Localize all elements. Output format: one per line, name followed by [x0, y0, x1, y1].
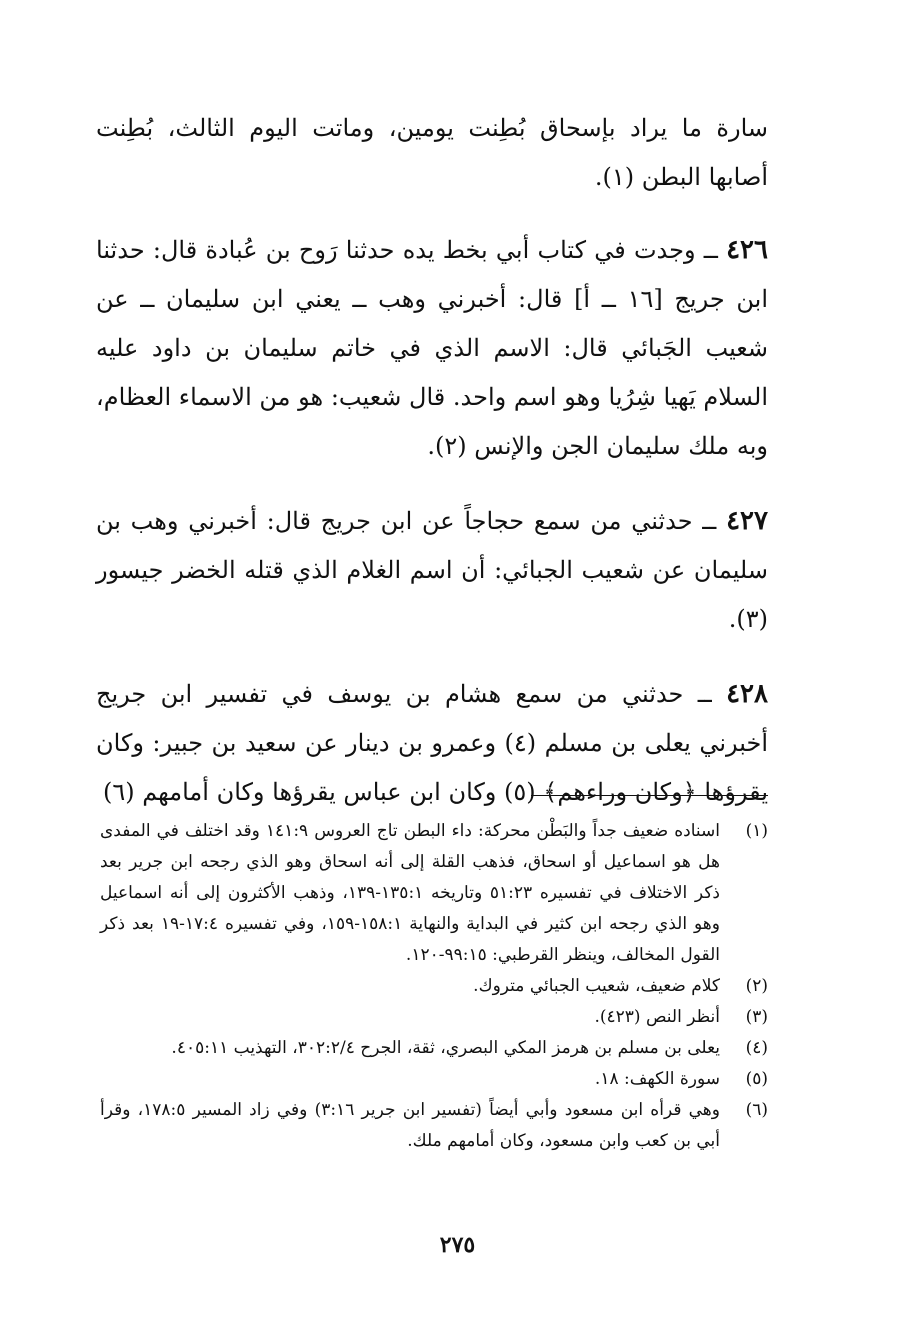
paragraph-426: [96, 226, 768, 471]
paragraph-text: ــ وجدت في كتاب أبي بخط يده حدثنا رَوح بن عُبادة قال: حدثنا ابن جريج [١٦ ــ أ] قال: أخبرني وهب ــ يعني ابن سليمان ــ عن شعيب الجَبائي قال: الاسم الذي في خاتم سليمان بن داود عليه السلام يَهيا شِرُيا وهو اسم واحد. قال شعيب: هو من الاسماء العظام، وبه ملك سليمان الجن والإنس (٢).: [96, 236, 768, 460]
paragraph-text: ــ حدثني من سمع هشام بن يوسف في تفسير ابن جريج أخبرني يعلى بن مسلم (٤) وعمرو بن دينار عن سعيد بن جبير: وكان يقرؤها ﴿وكان وراءهم﴾ (٥) وكان ابن عباس يقرؤها وكان أمامهم (٦): [96, 680, 768, 806]
footnotes: [100, 816, 768, 1157]
footnote-text: كلام ضعيف، شعيب الجبائي متروك.: [473, 976, 720, 996]
footnote-number: (٦): [745, 1100, 768, 1120]
footnote-number: (٢): [745, 976, 768, 996]
main-text-body: [96, 104, 768, 843]
footnote-text: وهي قرأه ابن مسعود وأبي أيضاً (تفسير ابن جرير ٣:١٦) وفي زاد المسير ١٧٨:٥، وقرأ أبي بن كعب وابن مسعود، وكان أمامهم ملك.: [100, 1100, 720, 1151]
footnote-number: (٤): [745, 1038, 768, 1058]
paragraph-continuation: [96, 104, 768, 202]
entry-number: ٤٢٧: [726, 506, 768, 536]
footnote-text: اسناده ضعيف جداً والبَطْن محركة: داء البطن تاج العروس ١٤١:٩ وقد اختلف في المفدى هل هو اسماعيل أو اسحاق، فذهب القلة إلى أنه اسحاق وهو الذي رجحه ابن جرير بعد ذكر الاختلاف في تفسيره ٥١:٢٣ وتاريخه ١٣٥:١-١٣٩، وذهب الأكثرون إلى أنه اسماعيل وهو الذي رجحه ابن كثير في البداية والنهاية ١٥٨:١-١٥٩، وفي تفسيره ١٧:٤-١٩ بعد ذكر القول المخالف، وينظر القرطبي: ٩٩:١٥-١٢٠.: [100, 821, 720, 965]
footnote: [100, 1033, 768, 1064]
entry-number: ٤٢٦: [726, 235, 768, 265]
footnote: [100, 971, 768, 1002]
entry-number: ٤٢٨: [726, 679, 768, 709]
footnote: [100, 1095, 768, 1157]
footnote: [100, 1002, 768, 1033]
paragraph-427: [96, 497, 768, 644]
paragraph-text: ــ حدثني من سمع حجاجاً عن ابن جريج قال: أخبرني وهب بن سليمان عن شعيب الجبائي: أن اسم الغلام الذي قتله الخضر جيسور (٣).: [96, 507, 768, 633]
paragraph-text: سارة ما يراد بإسحاق بُطِنت يومين، وماتت اليوم الثالث، بُطِنت أصابها البطن (١).: [96, 114, 768, 191]
footnote-divider: [531, 795, 768, 796]
footnote: [100, 816, 768, 971]
footnote-number: (١): [745, 821, 768, 841]
page-number: ٢٧٥: [439, 1232, 476, 1258]
footnote-text: أنظر النص (٤٢٣).: [594, 1007, 720, 1027]
footnote-text: يعلى بن مسلم بن هرمز المكي البصري، ثقة، الجرح ٣٠٢:٢/٤، التهذيب ٤٠٥:١١.: [171, 1038, 720, 1058]
footnote-number: (٣): [745, 1007, 768, 1027]
footnote-text: سورة الكهف: ١٨.: [594, 1069, 720, 1089]
footnote-number: (٥): [745, 1069, 768, 1089]
footnote: [100, 1064, 768, 1095]
